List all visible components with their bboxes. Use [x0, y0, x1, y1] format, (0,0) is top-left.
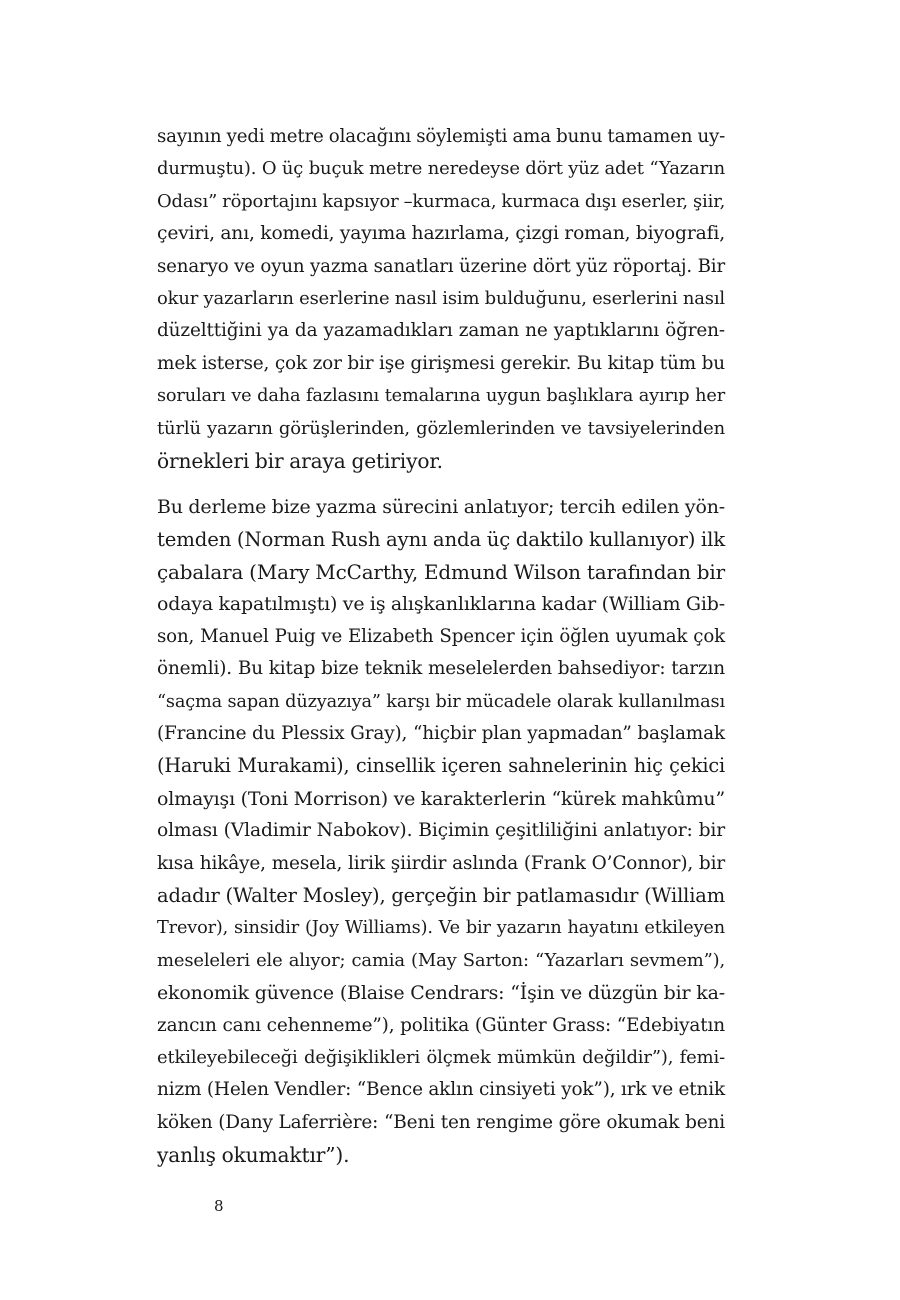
text-line: “saçma sapan düzyazıya” karşı bir mücadele olarak kullanılması [157, 691, 725, 712]
text-line: temden (Norman Rush aynı anda üç daktilo kullanıyor) ilk [157, 527, 725, 551]
text-line: olması (Vladimir Nabokov). Biçimin çeşitliliğini anlatıyor: bir [157, 820, 725, 842]
text-line: olmayışı (Toni Morrison) ve karakterlerin “kürek mahkûmu” [157, 787, 725, 810]
text-line: önemli). Bu kitap bize teknik meselelerden bahsediyor: tarzın [157, 658, 725, 680]
text-line: senaryo ve oyun yazma sanatları üzerine dört yüz röportaj. Bir [157, 255, 725, 277]
text-line: soruları ve daha fazlasını temalarına uygun başlıklara ayırıp her [157, 386, 725, 407]
text-line: çabalara (Mary McCarthy, Edmund Wilson tarafından bir [157, 560, 725, 585]
text-line: türlü yazarın görüşlerinden, gözlemlerinden ve tavsiyelerinden [157, 417, 725, 439]
text-line: kısa hikâye, mesela, lirik şiirdir aslında (Frank O’Connor), bir [157, 852, 725, 874]
text-line: (Francine du Plessix Gray), “hiçbir plan yapmadan” başlamak [157, 723, 725, 745]
text-line: çeviri, anı, komedi, yayıma hazırlama, çizgi roman, biyografi, [157, 223, 725, 245]
text-line: Odası” röportajını kapsıyor –kurmaca, kurmaca dışı eserler, şiir, [157, 190, 726, 212]
page-number: 8 [214, 1197, 224, 1215]
text-line: mek isterse, çok zor bir işe girişmesi gerekir. Bu kitap tüm bu [157, 352, 725, 374]
paragraph-2 [157, 491, 725, 1171]
text-line: nizm (Helen Vendler: “Bence aklın cinsiyeti yok”), ırk ve etnik [157, 1079, 725, 1101]
text-line: düzelttiğini ya da yazamadıkları zaman ne yaptıklarını öğren- [157, 320, 725, 342]
text-line: sayının yedi metre olacağını söylemişti ama bunu tamamen uy- [157, 126, 726, 147]
paragraph-1 [157, 121, 725, 477]
text-line: okur yazarların eserlerine nasıl isim bulduğunu, eserlerini nasıl [157, 287, 725, 309]
text-line: köken (Dany Laferrière: “Beni ten rengime göre okumak beni [157, 1111, 725, 1133]
text-line: Bu derleme bize yazma sürecini anlatıyor; tercih edilen yön- [157, 496, 725, 519]
text-line: son, Manuel Puig ve Elizabeth Spencer için öğlen uyumak çok [157, 625, 725, 647]
text-line: meseleleri ele alıyor; camia (May Sarton: “Yazarları sevmem”), [157, 949, 725, 971]
body-text [157, 121, 725, 1172]
text-line: odaya kapatılmıştı) ve iş alışkanlıklarına kadar (William Gib- [157, 593, 725, 616]
text-line: zancın canı cehenneme”), politika (Günter Grass: “Edebiyatın [157, 1014, 725, 1036]
text-line: durmuştu). O üç buçuk metre neredeyse dört yüz adet “Yazarın [157, 158, 725, 180]
text-line: yanlış okumaktır”). [157, 1143, 350, 1168]
text-line: ekonomik güvence (Blaise Cendrars: “İşin ve düzgün bir ka- [157, 982, 725, 1005]
text-line: etkileyebileceği değişiklikleri ölçmek mümkün değildir”), femi- [157, 1046, 725, 1068]
text-line: (Haruki Murakami), cinsellik içeren sahnelerinin hiç çekici [157, 754, 725, 778]
text-line: örnekleri bir araya getiriyor. [157, 448, 443, 473]
text-line: adadır (Walter Mosley), gerçeğin bir patlamasıdır (William [157, 883, 725, 907]
text-line: Trevor), sinsidir (Joy Williams). Ve bir yazarın hayatını etkileyen [157, 918, 725, 939]
